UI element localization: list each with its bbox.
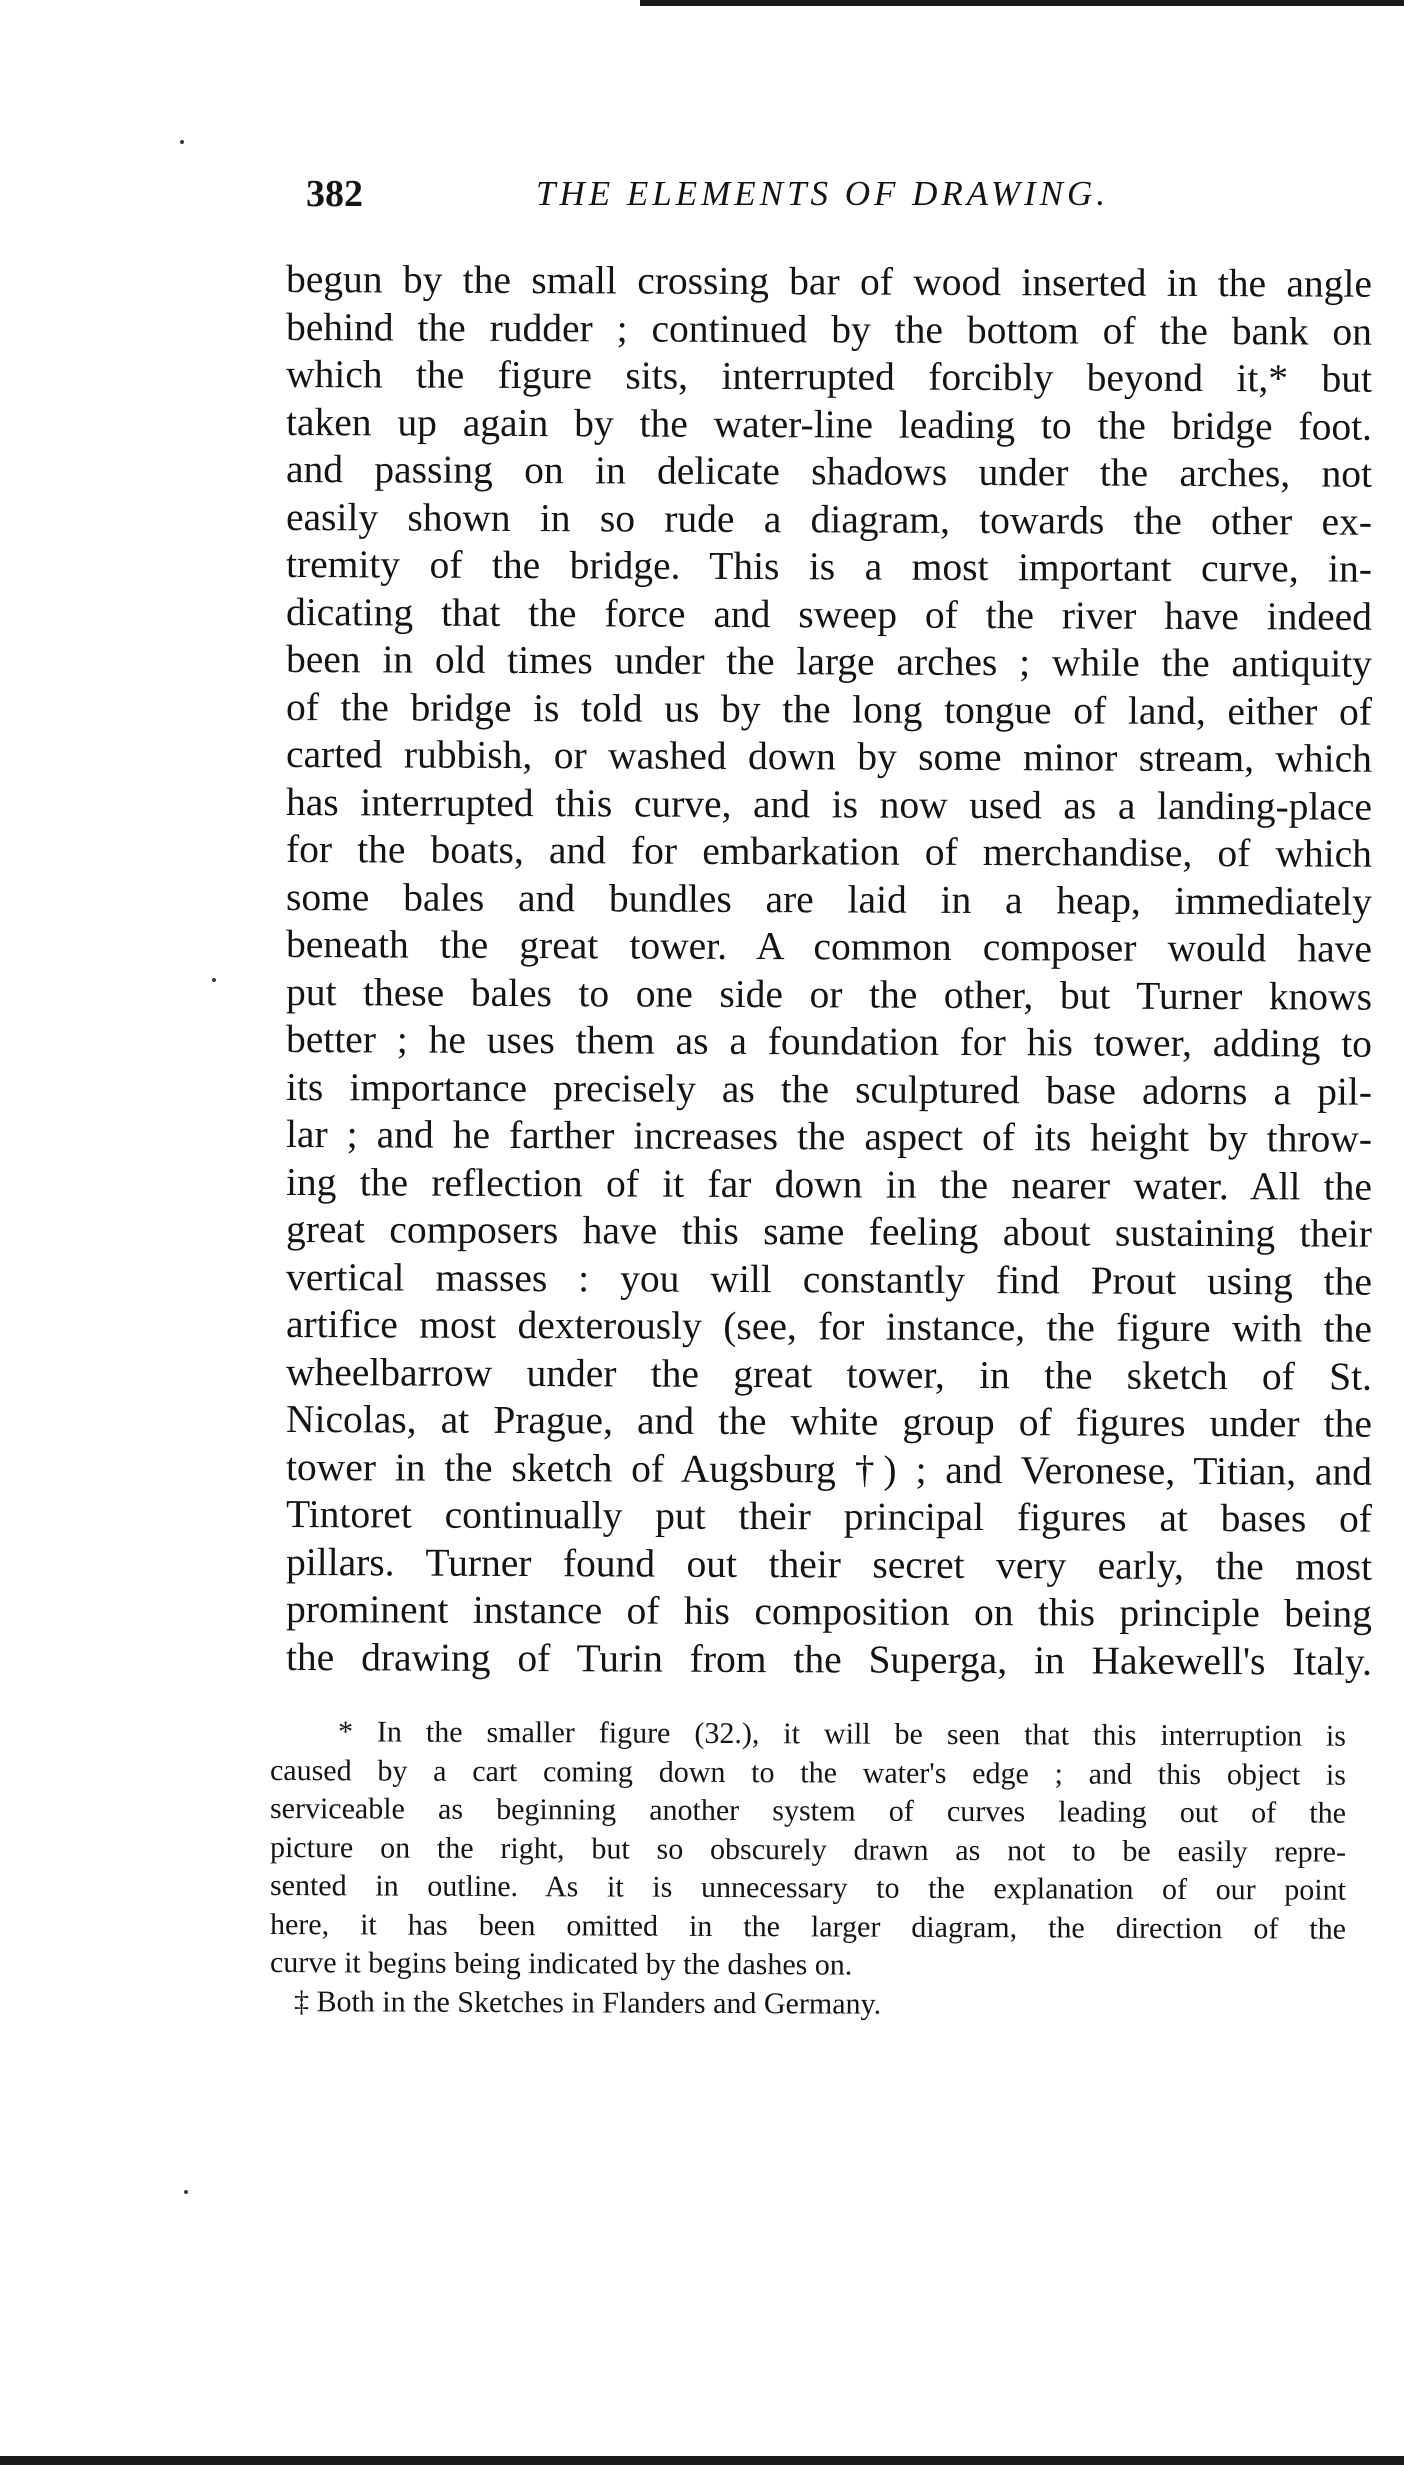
- text-line: put these bales to one side or the other, but Turner knows: [285, 969, 1373, 1019]
- running-head: [296, 172, 1354, 228]
- text-line: Nicolas, at Prague, and the white group of figures under the: [285, 1397, 1373, 1446]
- text-line: taken up again by the water-line leading to the bridge foot.: [285, 399, 1373, 449]
- text-line: great composers have this same feeling about sustaining their: [285, 1207, 1373, 1256]
- bottom-edge-rule: [0, 2456, 1404, 2465]
- text-line: tower in the sketch of Augsburg †) ; and Veronese, Titian, and: [285, 1444, 1373, 1494]
- footnote-line: serviceable as beginning another system of curves leading out of the: [269, 1792, 1347, 1830]
- footnote-line: picture on the right, but so obscurely drawn as not to be easily repre-: [269, 1830, 1347, 1869]
- text-line: for the boats, and for embarkation of merchandise, of which: [285, 827, 1373, 876]
- text-line: been in old times under the large arches ; while the antiquity: [285, 637, 1373, 686]
- text-line: some bales and bundles are laid in a heap, immediately: [285, 874, 1373, 924]
- text-line: its importance precisely as the sculptured base adorns a pil-: [285, 1064, 1373, 1114]
- text-line: behind the rudder ; continued by the bottom of the bank on: [285, 304, 1373, 354]
- footnote-line: caused by a cart coming down to the water's edge ; and this object is: [269, 1753, 1347, 1792]
- print-speck: [180, 140, 184, 144]
- text-line: easily shown in so rude a diagram, towards the other ex-: [285, 494, 1373, 544]
- text-line: vertical masses : you will constantly find Prout using the: [285, 1254, 1373, 1304]
- text-line: has interrupted this curve, and is now used as a landing-place: [285, 779, 1373, 829]
- text-line: begun by the small crossing bar of wood inserted in the angle: [285, 257, 1373, 306]
- text-line: prominent instance of his composition on this principle being: [285, 1587, 1373, 1636]
- top-edge-rule: [640, 0, 1404, 6]
- text-line: dicating that the force and sweep of the river have indeed: [285, 589, 1373, 639]
- text-line: and passing on in delicate shadows under the arches, not: [285, 447, 1373, 496]
- text-line: artifice most dexterously (see, for instance, the figure with the: [285, 1302, 1373, 1351]
- text-line: carted rubbish, or washed down by some minor stream, which: [285, 732, 1373, 781]
- footnotes: [270, 1713, 1346, 2021]
- text-line: beneath the great tower. A common composer would have: [285, 922, 1373, 971]
- footnote-line: ‡ Both in the Sketches in Flanders and Germany.: [293, 1984, 882, 2021]
- footnote-line: sented in outline. As it is unnecessary to the explanation of our point: [269, 1869, 1347, 1907]
- text-line: Tintoret continually put their principal figures at bases of: [285, 1492, 1373, 1541]
- text-line: better ; he uses them as a foundation for his tower, adding to: [285, 1017, 1373, 1066]
- text-line: pillars. Turner found out their secret very early, the most: [285, 1539, 1373, 1589]
- text-line: of the bridge is told us by the long tongue of land, either of: [285, 684, 1373, 734]
- text-line: tremity of the bridge. This is a most important curve, in-: [285, 542, 1373, 591]
- text-line: ing the reflection of it far down in the nearer water. All the: [285, 1159, 1373, 1209]
- text-line: the drawing of Turin from the Superga, in Hakewell's Italy.: [285, 1634, 1373, 1684]
- footnote-line: curve it begins being indicated by the dashes on.: [269, 1946, 853, 1982]
- print-speck: [212, 978, 216, 982]
- text-line: lar ; and he farther increases the aspect of its height by throw-: [285, 1112, 1373, 1161]
- body-paragraph: [285, 256, 1373, 1684]
- footnote-line: * In the smaller figure (32.), it will be seen that this interruption is: [337, 1715, 1347, 1753]
- running-title: THE ELEMENTS OF DRAWING.: [536, 174, 1110, 213]
- text-line: which the figure sits, interrupted forcibly beyond it,* but: [285, 352, 1373, 401]
- text-line: wheelbarrow under the great tower, in the sketch of St.: [285, 1349, 1373, 1399]
- page-number: 382: [306, 173, 363, 215]
- footnote-line: here, it has been omitted in the larger diagram, the direction of the: [269, 1907, 1347, 1946]
- print-speck: [184, 2190, 188, 2194]
